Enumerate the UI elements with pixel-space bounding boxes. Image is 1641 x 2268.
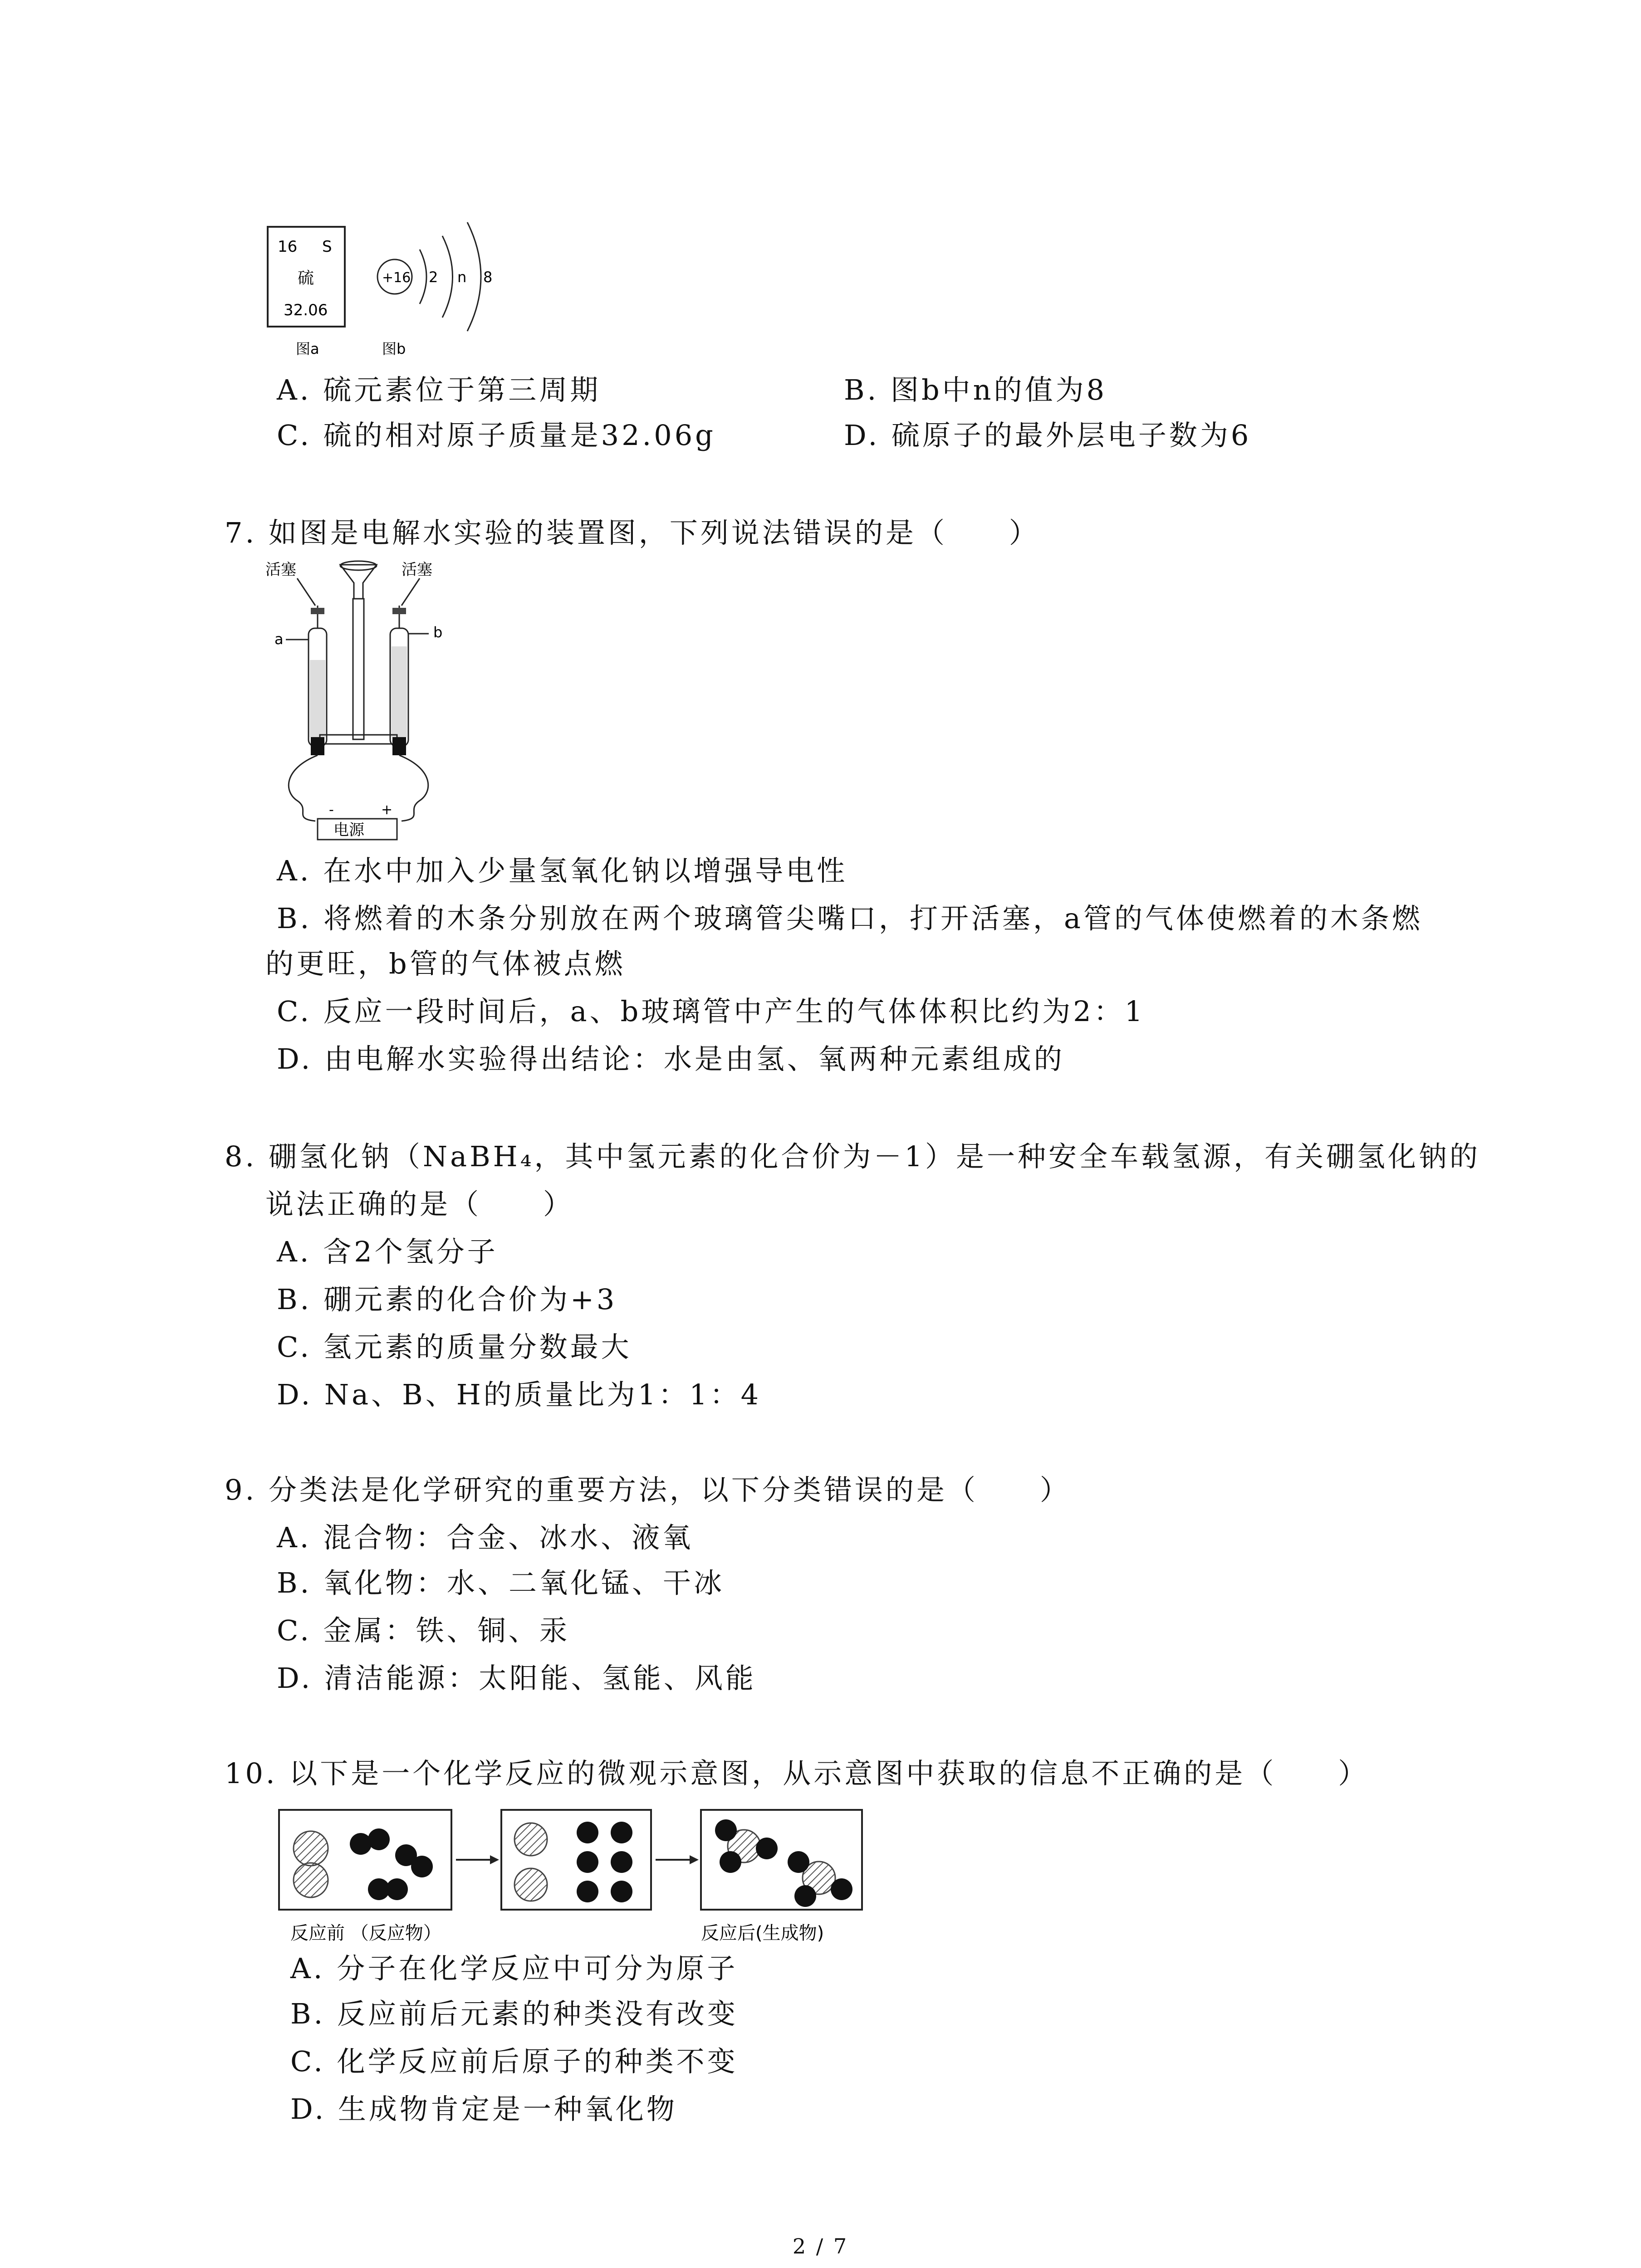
q7-option-d: D. 由电解水实验得出结论：水是由氢、氧两种元素组成的 xyxy=(277,1042,1065,1075)
products-caption: 反应后(生成物) xyxy=(701,1923,824,1944)
q9-option-b: B. 氧化物：水、二氧化锰、干冰 xyxy=(277,1566,725,1599)
figure-b-caption: 图b xyxy=(382,340,406,357)
q9-stem: 9. 分类法是化学研究的重要方法，以下分类错误的是（ ） xyxy=(225,1473,1071,1506)
q6-option-c: C. 硫的相对原子质量是32.06g xyxy=(277,419,716,452)
figure-a-caption: 图a xyxy=(296,340,319,357)
sulfur-figure xyxy=(263,218,517,367)
q6-option-a: A. 硫元素位于第三周期 xyxy=(277,373,601,406)
atomic-number: 16 xyxy=(278,238,298,256)
nucleus-charge: +16 xyxy=(382,270,411,286)
q7-option-c: C. 反应一段时间后，a、b玻璃管中产生的气体体积比约为2：1 xyxy=(277,995,1146,1028)
shell-2-electrons: n xyxy=(457,269,467,286)
tube-a-label: a xyxy=(274,631,284,648)
power-source-label: 电源 xyxy=(333,821,364,839)
q10-option-b: B. 反应前后元素的种类没有改变 xyxy=(290,1997,738,2030)
page-number: 2 / 7 xyxy=(792,2234,849,2258)
q7-option-b-line2: 的更旺，b管的气体被点燃 xyxy=(265,947,626,980)
valve-left-label: 活塞 xyxy=(265,561,296,579)
valve-right-label: 活塞 xyxy=(402,561,432,579)
atomic-mass: 32.06 xyxy=(284,301,328,319)
q8-stem-line1: 8. 硼氢化钠（NaBH₄，其中氢元素的化合价为－1）是一种安全车载氢源，有关硼氢化钠的 xyxy=(225,1140,1481,1173)
q7-stem: 7. 如图是电解水实验的装置图，下列说法错误的是（ ） xyxy=(225,516,1040,549)
electrolysis-apparatus-figure xyxy=(265,556,456,841)
reactants-caption: 反应前 （反应物） xyxy=(290,1923,441,1944)
reaction-micro-diagram xyxy=(277,1808,876,1953)
q10-option-d: D. 生成物肯定是一种氧化物 xyxy=(290,2092,677,2126)
q6-option-b: B. 图b中n的值为8 xyxy=(844,373,1107,406)
q9-option-d: D. 清洁能源：太阳能、氢能、风能 xyxy=(277,1662,756,1695)
q10-option-c: C. 化学反应前后原子的种类不变 xyxy=(290,2045,738,2078)
element-symbol: S xyxy=(322,238,332,256)
negative-terminal: - xyxy=(329,802,334,818)
q8-stem-line2: 说法正确的是（ ） xyxy=(265,1188,574,1221)
q6-option-d: D. 硫原子的最外层电子数为6 xyxy=(844,419,1252,452)
q7-option-b-line1: B. 将燃着的木条分别放在两个玻璃管尖嘴口，打开活塞，a管的气体使燃着的木条燃 xyxy=(277,902,1423,935)
q10-option-a: A. 分子在化学反应中可分为原子 xyxy=(290,1952,738,1985)
shell-3-electrons: 8 xyxy=(483,269,493,286)
positive-terminal: + xyxy=(381,802,393,818)
q7-option-a: A. 在水中加入少量氢氧化钠以增强导电性 xyxy=(277,854,848,887)
q8-option-d: D. Na、B、H的质量比为1：1：4 xyxy=(277,1378,762,1411)
q10-stem: 10. 以下是一个化学反应的微观示意图，从示意图中获取的信息不正确的是（ ） xyxy=(225,1757,1369,1790)
q9-option-a: A. 混合物：合金、冰水、液氧 xyxy=(277,1521,694,1554)
shell-1-electrons: 2 xyxy=(429,269,438,286)
q8-option-b: B. 硼元素的化合价为+3 xyxy=(277,1283,617,1316)
element-name: 硫 xyxy=(298,269,314,288)
q8-option-c: C. 氢元素的质量分数最大 xyxy=(277,1330,632,1364)
q8-option-a: A. 含2个氢分子 xyxy=(277,1235,498,1268)
tube-b-label: b xyxy=(433,624,443,641)
q9-option-c: C. 金属：铁、铜、汞 xyxy=(277,1614,570,1647)
